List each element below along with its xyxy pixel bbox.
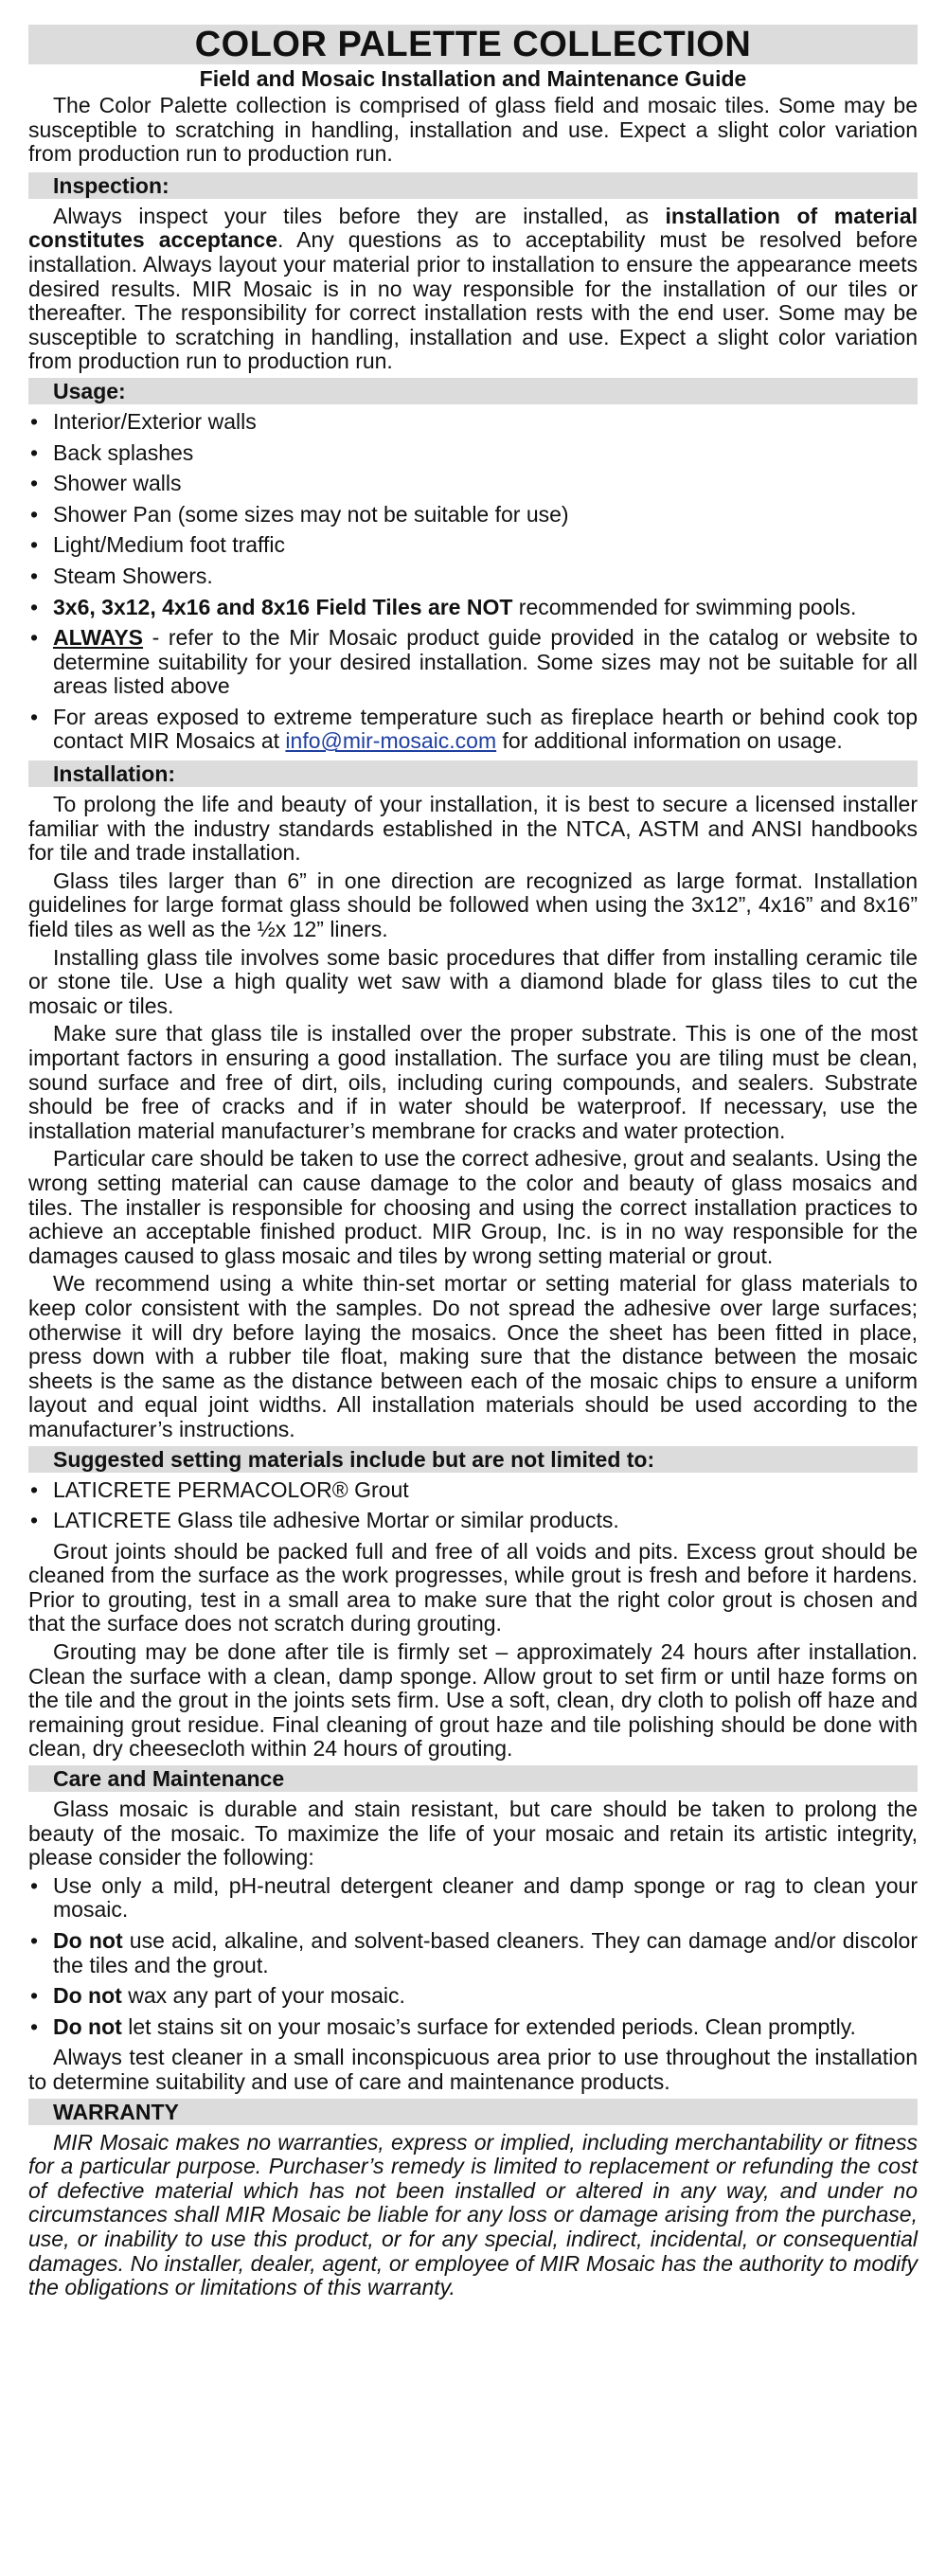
field-tiles-rest-text: recommended for swimming pools. xyxy=(512,594,857,619)
bullet-icon: • xyxy=(30,1476,39,1502)
extreme-temp-rest-text: for additional information on usage. xyxy=(496,728,843,754)
bullet-icon: • xyxy=(30,594,39,619)
do-not-text: Do not xyxy=(53,1983,122,2009)
usage-item-text: Shower Pan (some sizes may not be suitable for use) xyxy=(53,501,569,527)
installation-paragraph: Particular care should be taken to use the correct adhesive, grout and sealants. Using the wrong setting material can cause damage to the color and beauty of glass mosaics and tiles. The installer is responsible for choosing and using the correct installation practices to achieve an acceptable finished product. MIR Group, Inc. is in no way responsible for the damages caused to glass mosaic and tiles by wrong setting material or grout. xyxy=(28,1146,918,1268)
section-heading-materials: Suggested setting materials include but are not limited to: xyxy=(28,1446,918,1473)
do-not-text: Do not xyxy=(53,2013,122,2039)
warranty-section xyxy=(28,2131,918,2300)
inspection-rest-text: . Any questions as to acceptability must be resolved before installation. Always layout your material prior to installation to ensure the appearance meets desired results. MIR Mosaic is in no way responsible for the installation of our tiles or thereafter. The responsibility for correct installation rests with the end user. Some may be susceptible to scratching in handling, installation and use. Expect a slight color variation from production run to production run. xyxy=(28,227,918,374)
list-item xyxy=(28,564,918,589)
material-item-text: LATICRETE PERMACOLOR® Grout xyxy=(53,1476,409,1502)
list-item xyxy=(28,1478,918,1503)
list-item xyxy=(28,1929,918,1977)
care-list xyxy=(28,1874,918,2040)
usage-item-text: Steam Showers. xyxy=(53,563,213,588)
installation-paragraph: Glass tiles larger than 6” in one direction are recognized as large format. Installation guidelines for large format glass should be followed when using the 3x12”, 4x16” and 8x16” field tiles as well as the ½x 12” liners. xyxy=(28,868,918,942)
field-tiles-bold-text: 3x6, 3x12, 4x16 and 8x16 Field Tiles are NOT xyxy=(53,594,513,619)
warranty-paragraph: MIR Mosaic makes no warranties, express or implied, including merchantability or fitness for a particular purpose. Purchaser’s remedy is limited to replacement or refunding the cost of defective material which has not been installed or altered in any way, and under no circumstances shall MIR Mosaic be liable for any loss or damage arising from the purchase, use, or inability to use this product, or for any special, indirect, incidental, or consequential damages. No installer, dealer, agent, or employee of MIR Mosaic has the authority to modify the obligations or limitations of this warranty. xyxy=(28,2129,918,2300)
inspection-paragraph xyxy=(28,205,918,374)
bullet-icon: • xyxy=(30,1983,39,2009)
section-heading-inspection: Inspection: xyxy=(28,172,918,199)
installation-paragraph: Installing glass tile involves some basic procedures that differ from installing ceramic tile or stone tile. Use a high quality wet saw with a diamond blade for glass tiles to cut the mosaic or tiles. xyxy=(28,944,918,1018)
care-item-text: use acid, alkaline, and solvent-based cleaners. They can damage and/or discolor the tiles and the grout. xyxy=(53,1928,918,1977)
bullet-icon: • xyxy=(30,1508,39,1533)
usage-item-text: Interior/Exterior walls xyxy=(53,408,257,434)
list-item xyxy=(28,1874,918,1923)
bullet-icon: • xyxy=(30,2013,39,2039)
bullet-icon: • xyxy=(30,408,39,434)
list-item xyxy=(28,626,918,699)
always-rest-text: - refer to the Mir Mosaic product guide provided in the catalog or website to determine suitability for your desired installation. Some sizes may not be suitable for all areas listed above xyxy=(53,625,918,699)
usage-list xyxy=(28,410,918,754)
document-subtitle: Field and Mosaic Installation and Maintenance Guide xyxy=(199,66,747,91)
bullet-icon: • xyxy=(30,704,39,729)
bullet-icon: • xyxy=(30,471,39,496)
installation-paragraph: Make sure that glass tile is installed over the proper substrate. This is one of the most important factors in ensuring a good installation. The surface you are tiling must be clean, sound surface and free of dirt, oils, including curing compounds, and sealers. Substrate should be free of cracks and if in water should be waterproof. If necessary, use the installation material manufacturer’s membrane for cracks and water protection. xyxy=(28,1021,918,1143)
bullet-icon: • xyxy=(30,625,39,651)
bullet-icon: • xyxy=(30,563,39,588)
list-item xyxy=(28,1509,918,1533)
care-item-text: Use only a mild, pH-neutral detergent cleaner and damp sponge or rag to clean your mosaic. xyxy=(53,1872,918,1923)
list-item xyxy=(28,441,918,466)
care-item-text: wax any part of your mosaic. xyxy=(121,1983,405,2009)
inspection-bold-text: installation of material constitutes acceptance xyxy=(28,203,919,253)
do-not-text: Do not xyxy=(53,1928,123,1953)
section-heading-usage: Usage: xyxy=(28,378,918,404)
section-heading-warranty: WARRANTY xyxy=(28,2099,918,2125)
list-item xyxy=(28,596,918,620)
installation-paragraph: We recommend using a white thin-set mortar or setting material for glass materials to keep color consistent with the samples. Do not spread the adhesive over large surfaces; otherwise it will dry before laying the mosaics. Once the sheet has been fitted in place, press down with a rubber tile float, making sure that the distance between the mosaic sheets is the same as the distance between each of the mosaic chips to ensure a uniform layout and equal joint widths. All installation materials should be used according to the manufacturer’s instructions. xyxy=(28,1271,918,1441)
bullet-icon: • xyxy=(30,1872,39,1898)
grout-paragraph: Grout joints should be packed full and free of all voids and pits. Excess grout should be cleaned from the surface as the work progresses, while grout is fresh and before it hardens. Prior to grouting, test in a small area to make sure that the right color grout is chosen and that the surface does not scratch during grouting. xyxy=(28,1538,918,1637)
inspection-lead-text: Always inspect your tiles before they are installed, as xyxy=(53,203,666,228)
usage-item-text: Back splashes xyxy=(53,439,194,465)
grout-paragraph: Grouting may be done after tile is firmly set – approximately 24 hours after installation. Clean the surface with a clean, damp sponge. Allow grout to set firm or until haze forms on the tile and the grout in the joints sets firm. Use a soft, clean, dry cloth to polish off haze and remaining grout residue. Final cleaning of grout haze and tile polishing should be done with clean, dry cheesecloth within 24 hours of grouting. xyxy=(28,1639,918,1762)
list-item xyxy=(28,706,918,754)
list-item xyxy=(28,2015,918,2040)
list-item xyxy=(28,503,918,528)
bullet-icon: • xyxy=(30,439,39,465)
usage-item-text: Shower walls xyxy=(53,471,182,496)
bullet-icon: • xyxy=(30,501,39,527)
care-intro-paragraph: Glass mosaic is durable and stain resistant, but care should be taken to prolong the beauty of the mosaic. To maximize the life of your mosaic and retain its artistic integrity, please consider the following: xyxy=(28,1797,918,1870)
document-title: COLOR PALETTE COLLECTION xyxy=(28,25,918,64)
always-emphasis-text: ALWAYS xyxy=(53,625,144,651)
usage-item-text: Light/Medium foot traffic xyxy=(53,532,286,558)
list-item xyxy=(28,1984,918,2009)
list-item xyxy=(28,410,918,435)
care-item-text: let stains sit on your mosaic’s surface for extended periods. Clean promptly. xyxy=(121,2013,856,2039)
extreme-temp-text: For areas exposed to extreme temperature such as fireplace hearth or behind cook top contact MIR Mosaics at xyxy=(53,704,918,754)
intro-paragraph: The Color Palette collection is comprised of glass field and mosaic tiles. Some may be susceptible to scratching in handling, installation and use. Expect a slight color variation from production run to production run. xyxy=(28,93,918,167)
care-outro-paragraph: Always test cleaner in a small inconspicuous area prior to use throughout the installation to determine suitability and use of care and maintenance products. xyxy=(28,2045,918,2094)
installation-paragraph: To prolong the life and beauty of your installation, it is best to secure a licensed installer familiar with the industry standards established in the NTCA, ASTM and ANSI handbooks for tile and trade installation. xyxy=(28,792,918,866)
bullet-icon: • xyxy=(30,532,39,558)
list-item xyxy=(28,533,918,558)
section-heading-installation: Installation: xyxy=(28,760,918,787)
list-item xyxy=(28,472,918,496)
materials-list xyxy=(28,1478,918,1533)
bullet-icon: • xyxy=(30,1928,39,1953)
material-item-text: LATICRETE Glass tile adhesive Mortar or similar products. xyxy=(53,1508,619,1533)
section-heading-care: Care and Maintenance xyxy=(28,1765,918,1792)
email-link[interactable]: info@mir-mosaic.com xyxy=(285,728,497,754)
